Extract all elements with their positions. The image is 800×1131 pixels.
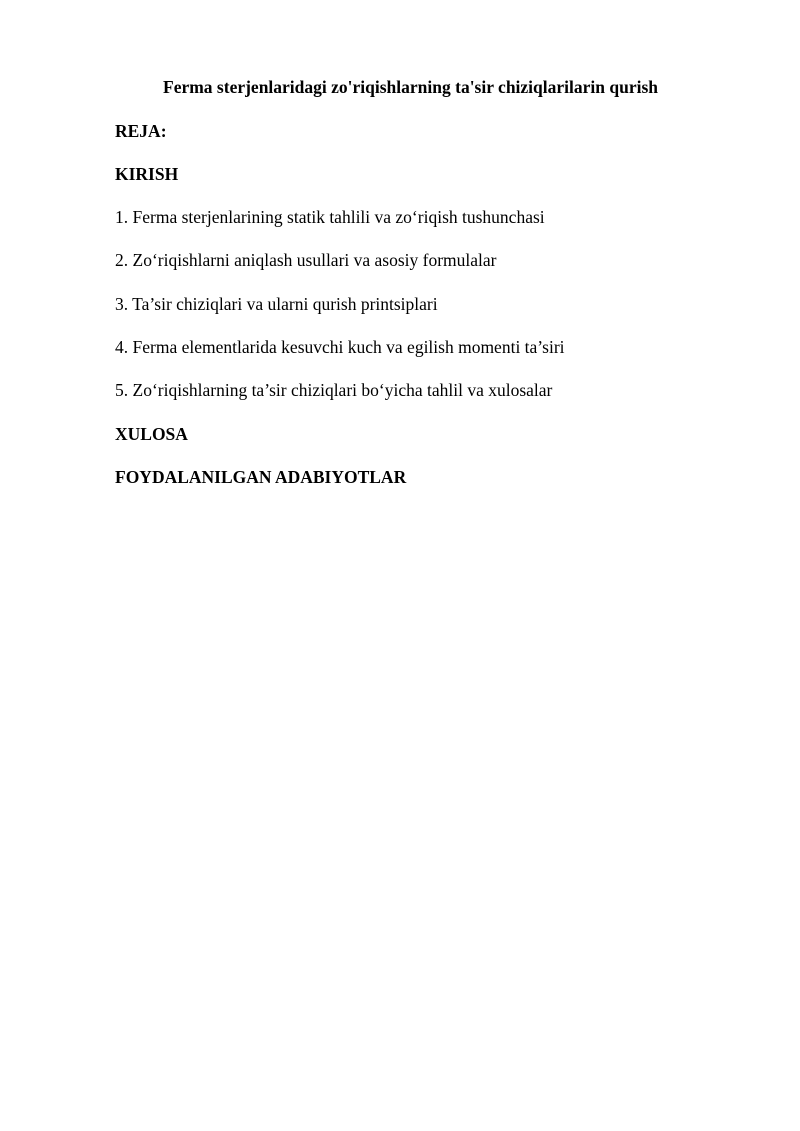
plan-item-5: 5. Zo‘riqishlarning ta’sir chiziqlari bo‘yicha tahlil va xulosalar: [115, 380, 553, 400]
plan-item-4: 4. Ferma elementlarida kesuvchi kuch va egilish momenti ta’siri: [115, 337, 565, 357]
conclusion-heading: XULOSA: [115, 424, 188, 444]
document-title: Ferma sterjenlaridagi zo'riqishlarning ta'sir chiziqlarilarin qurish: [163, 77, 659, 97]
plan-item-2: 2. Zo‘riqishlarni aniqlash usullari va asosiy formulalar: [115, 250, 497, 270]
plan-item-3: 3. Ta’sir chiziqlari va ularni qurish printsiplari: [115, 294, 438, 314]
intro-heading: KIRISH: [115, 164, 179, 184]
plan-heading: REJA:: [115, 121, 167, 141]
references-heading: FOYDALANILGAN ADABIYOTLAR: [115, 467, 407, 487]
plan-item-1: 1. Ferma sterjenlarining statik tahlili va zo‘riqish tushunchasi: [115, 207, 545, 227]
